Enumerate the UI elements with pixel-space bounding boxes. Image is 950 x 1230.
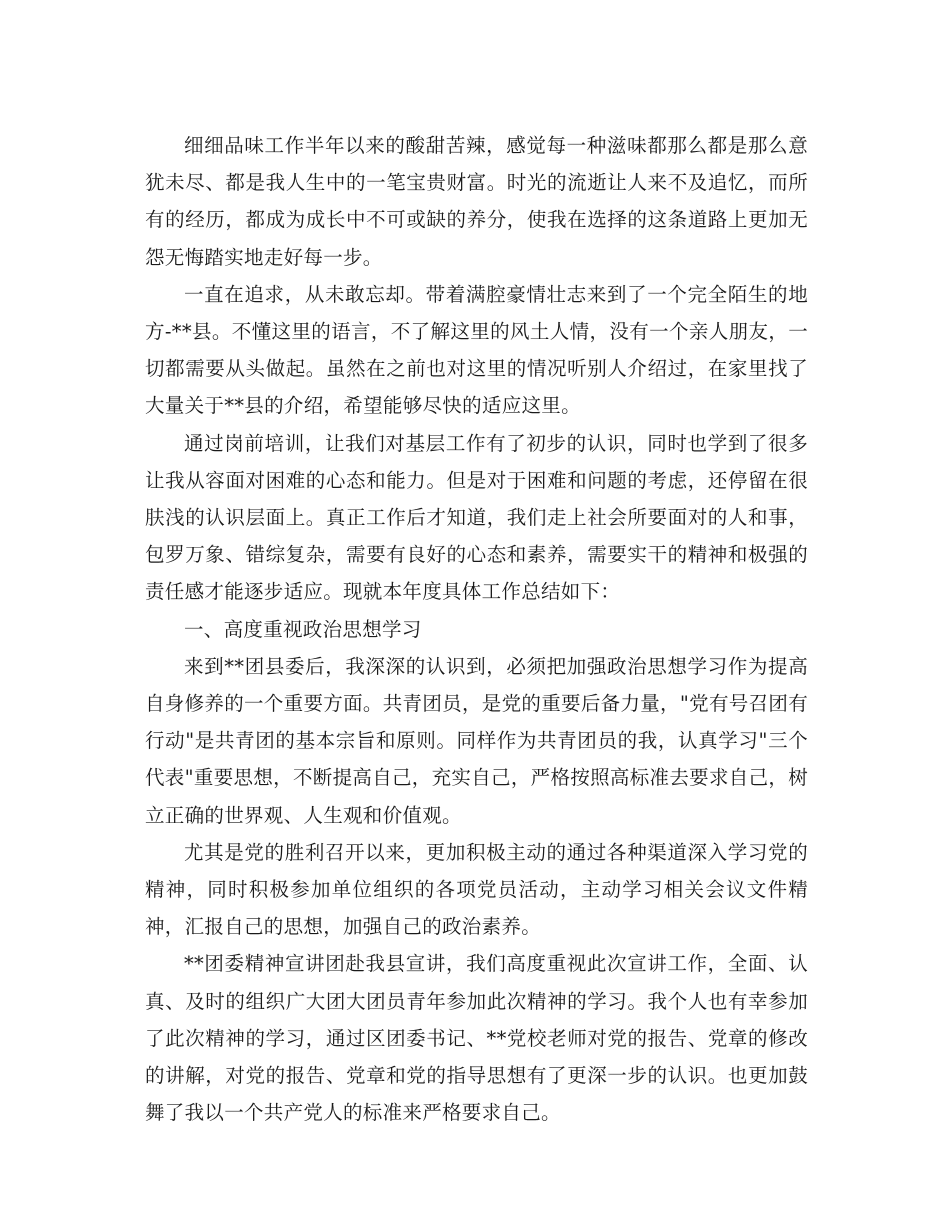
paragraph-lecture: **团委精神宣讲团赴我县宣讲，我们高度重视此次宣讲工作，全面、认真、及时的组织广大团大团员青年参加此次精神的学习。我个人也有幸参加了此次精神的学习，通过区团委书记、**党校老师对党的报告、党章的修改的讲解，对党的报告、党章和党的指导思想有了更深一步的认识。也更加鼓舞了我以一个共产党人的标准来严格要求自己。	[145, 952, 808, 1125]
paragraph-party-activities: 尤其是党的胜利召开以来，更加积极主动的通过各种渠道深入学习党的精神，同时积极参加单位组织的各项党员活动，主动学习相关会议文件精神，汇报自己的思想，加强自己的政治素养。	[145, 840, 808, 939]
paragraph-intro: 细细品味工作半年以来的酸甜苦辣，感觉每一种滋味都那么都是那么意犹未尽、都是我人生中的一笔宝贵财富。时光的流逝让人来不及追忆，而所有的经历，都成为成长中不可或缺的养分，使我在选择的这条道路上更加无怨无悔踏实地走好每一步。	[145, 134, 808, 269]
section-heading-political-study: 一、高度重视政治思想学习	[184, 617, 422, 641]
paragraph-arrival: 一直在追求，从未敢忘却。带着满腔豪情壮志来到了一个完全陌生的地方-**县。不懂这里的语言，不了解这里的风土人情，没有一个亲人朋友，一切都需要从头做起。虽然在之前也对这里的情况听别人介绍过，在家里找了大量关于**县的介绍，希望能够尽快的适应这里。	[145, 282, 808, 418]
paragraph-political-study: 来到**团县委后，我深深的认识到，必须把加强政治思想学习作为提高自身修养的一个重要方面。共青团员，是党的重要后备力量，"党有号召团有行动"是共青团的基本宗旨和原则。同样作为共青团员的我，认真学习"三个代表"重要思想，不断提高自己，充实自己，严格按照高标准去要求自己，树立正确的世界观、人生观和价值观。	[145, 654, 808, 827]
paragraph-training: 通过岗前培训，让我们对基层工作有了初步的认识，同时也学到了很多让我从容面对困难的心态和能力。但是对于困难和问题的考虑，还停留在很肤浅的认识层面上。真正工作后才知道，我们走上社会所要面对的人和事，包罗万象、错综复杂，需要有良好的心态和素养，需要实干的精神和极强的责任感才能逐步适应。现就本年度具体工作总结如下：	[145, 431, 808, 604]
